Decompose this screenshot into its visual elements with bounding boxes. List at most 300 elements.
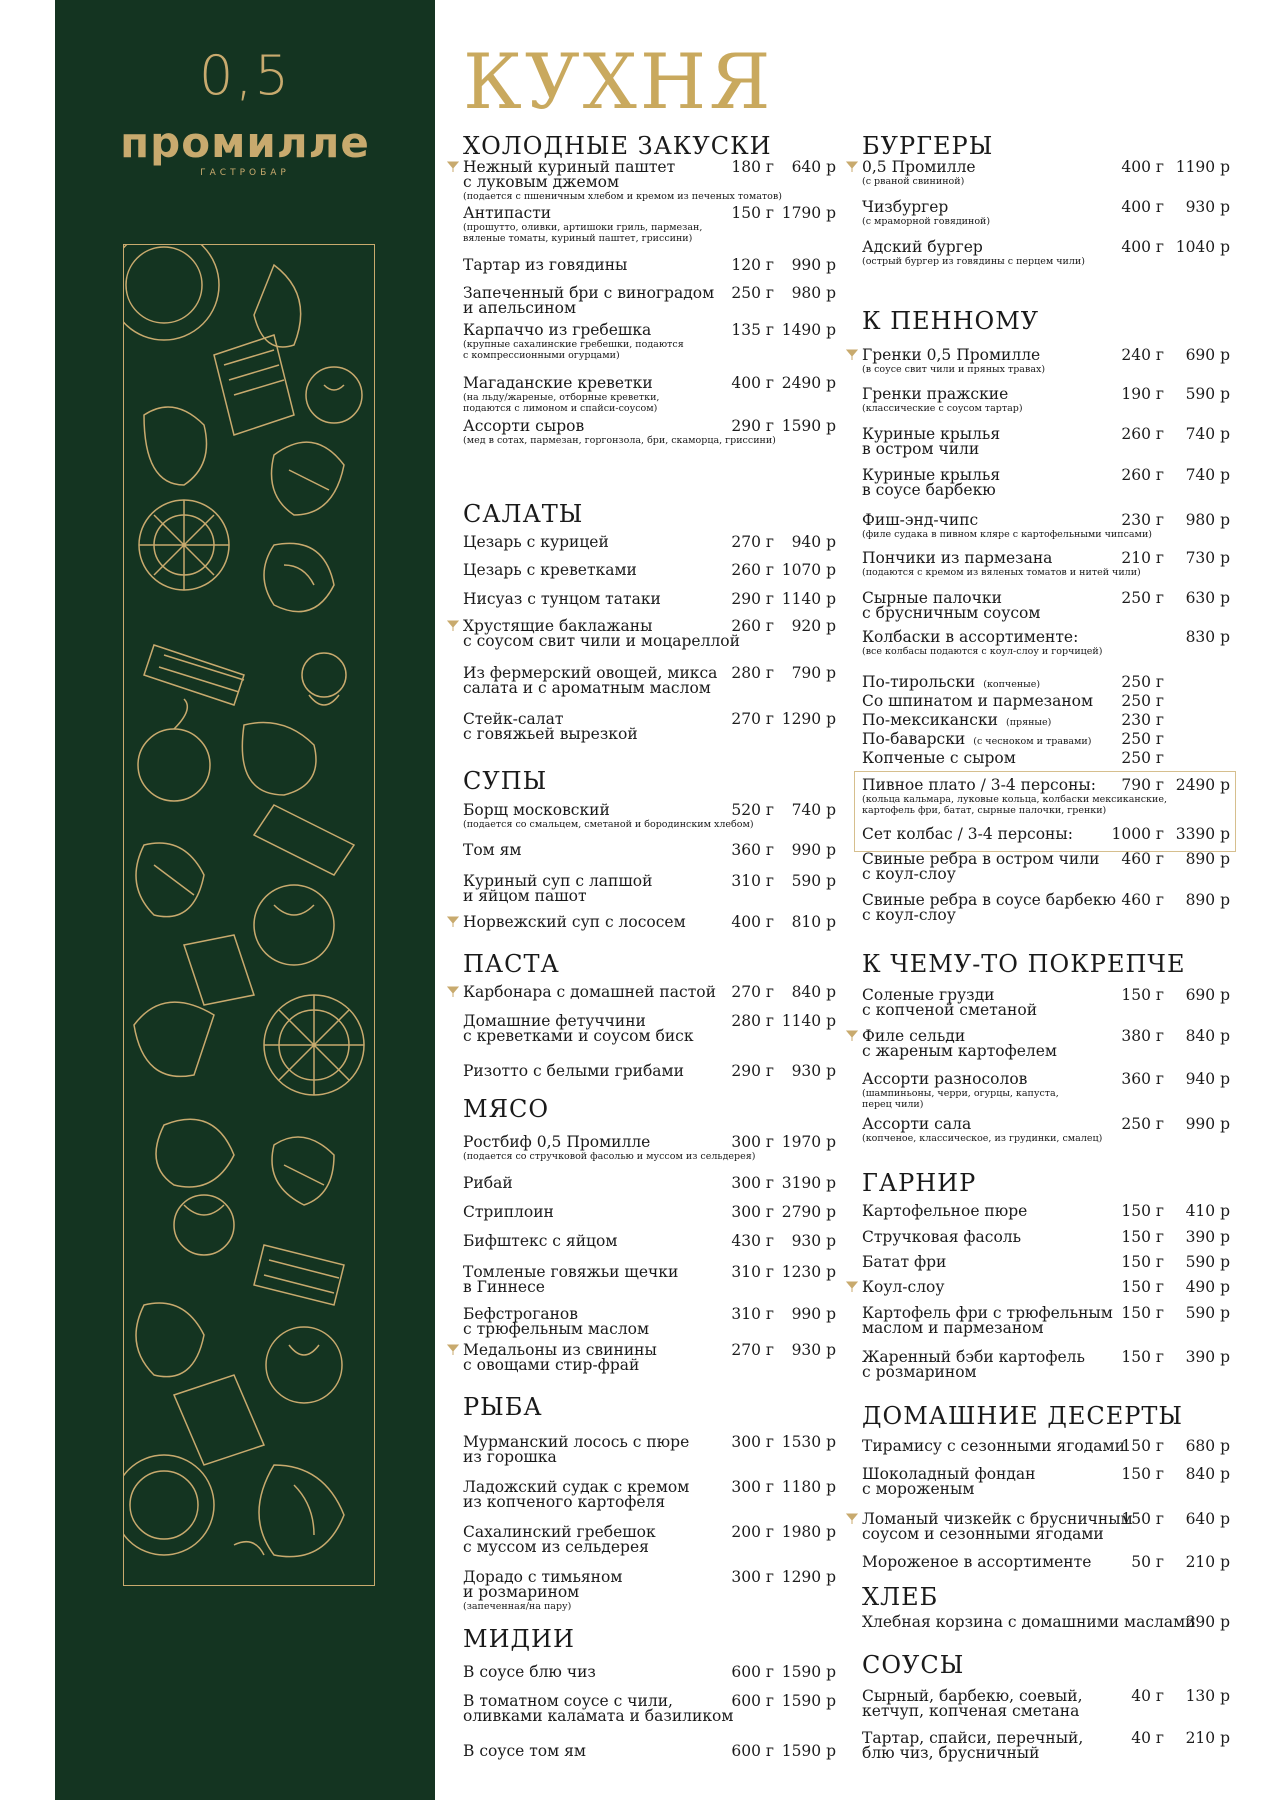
item-name: Пивное плато / 3-4 персоны: — [862, 776, 1096, 794]
item-name: Том ям — [463, 841, 522, 859]
item-name: Тартар из говядины — [463, 256, 628, 274]
item-price: 690 р — [1185, 346, 1230, 364]
item-weight: 310 г — [731, 872, 774, 890]
item-name: Хлебная корзина с домашними маслами — [862, 1613, 1196, 1631]
item-weight: 400 г — [1121, 238, 1164, 256]
item-weight: 150 г — [1121, 1202, 1164, 1220]
item-name: Из фермерский овощей, микса салата и с ароматным маслом — [463, 664, 718, 697]
item-weight: 430 г — [731, 1232, 774, 1250]
menu-item — [463, 1205, 836, 1220]
item-weight: 150 г — [1121, 1437, 1164, 1455]
item-price: 1590 р — [781, 417, 836, 435]
item-name: Чизбургер — [862, 198, 949, 216]
food-illustration — [124, 245, 374, 1585]
menu-item — [862, 513, 1230, 540]
item-price: 590 р — [1185, 1304, 1230, 1322]
item-price: 840 р — [1185, 1465, 1230, 1483]
item-price: 1070 р — [781, 561, 836, 579]
menu-item — [463, 286, 836, 316]
item-price: 740 р — [791, 801, 836, 819]
menu-item — [862, 200, 1230, 227]
section-title: САЛАТЫ — [463, 500, 584, 528]
item-price: 840 р — [1185, 1027, 1230, 1045]
menu-item — [463, 803, 836, 830]
menu-item — [463, 1480, 836, 1510]
item-price: 690 р — [1185, 986, 1230, 1004]
menu-item — [463, 1234, 836, 1249]
item-description: (с рваной свининой) — [862, 176, 965, 187]
item-note: (копченые) — [983, 679, 1041, 690]
menu-item — [862, 1029, 1230, 1059]
menu-item — [463, 535, 836, 550]
food-illustration-panel — [123, 244, 375, 1586]
item-description: (мед в сотах, пармезан, горгонзола, бри, скаморца, гриссини) — [463, 435, 776, 446]
menu-item — [463, 619, 836, 649]
item-name: Со шпинатом и пармезаном — [862, 692, 1094, 710]
item-price: 1980 р — [781, 1523, 836, 1541]
menu-item — [463, 1265, 836, 1295]
item-price: 390 р — [1185, 1613, 1230, 1631]
item-price: 1140 р — [781, 590, 836, 608]
menu-item — [463, 874, 836, 904]
item-name: Мороженое в ассортименте — [862, 1553, 1092, 1571]
item-price: 590 р — [791, 872, 836, 890]
item-name: Сырные палочки с брусничным соусом — [862, 589, 1041, 622]
cocktail-glass-icon — [447, 620, 459, 632]
item-name: Бифштекс с яйцом — [463, 1232, 618, 1250]
item-weight: 135 г — [731, 321, 774, 339]
item-price: 790 р — [791, 664, 836, 682]
item-price: 1180 р — [781, 1478, 836, 1496]
section-title: СОУСЫ — [862, 1651, 965, 1679]
menu-item — [463, 1343, 836, 1373]
item-price: 2490 р — [1175, 776, 1230, 794]
item-price: 730 р — [1185, 549, 1230, 567]
menu-item — [862, 1350, 1230, 1380]
item-name: Свиные ребра в соусе барбекю с коул-слоу — [862, 891, 1116, 924]
item-name: Куриные крылья в остром чили — [862, 425, 1001, 458]
logo-name: промилле — [120, 118, 370, 167]
item-weight: 300 г — [731, 1133, 774, 1151]
item-price: 490 р — [1185, 1278, 1230, 1296]
item-weight: 270 г — [731, 710, 774, 728]
item-weight: 260 г — [731, 561, 774, 579]
item-weight: 250 г — [1121, 749, 1164, 767]
menu-item — [463, 843, 836, 858]
item-description: (с мраморной говядиной) — [862, 216, 991, 227]
item-price: 210 р — [1185, 1553, 1230, 1571]
item-name: Гренки пражские — [862, 385, 1009, 403]
item-weight: 210 г — [1121, 549, 1164, 567]
item-name: Жаренный бэби картофель с розмарином — [862, 1348, 1085, 1381]
item-price: 590 р — [1185, 385, 1230, 403]
item-price: 1230 р — [781, 1263, 836, 1281]
menu-item — [463, 376, 836, 414]
cocktail-glass-icon — [447, 161, 459, 173]
item-name: Рибай — [463, 1174, 513, 1192]
item-weight: 260 г — [1121, 425, 1164, 443]
item-price: 1590 р — [781, 1742, 836, 1760]
item-price: 680 р — [1185, 1437, 1230, 1455]
item-weight: 300 г — [731, 1174, 774, 1192]
item-price: 990 р — [791, 841, 836, 859]
menu-item — [862, 713, 1230, 730]
menu-item — [862, 675, 1230, 692]
menu-item — [463, 258, 836, 273]
item-name: В томатном соусе с чили, оливками каламата и базиликом — [463, 1692, 734, 1725]
item-weight: 360 г — [1121, 1070, 1164, 1088]
item-weight: 250 г — [1121, 673, 1164, 691]
item-weight: 270 г — [731, 533, 774, 551]
menu-item — [463, 1135, 836, 1162]
item-price: 2790 р — [781, 1203, 836, 1221]
item-weight: 240 г — [1121, 346, 1164, 364]
item-weight: 600 г — [731, 1742, 774, 1760]
item-weight: 280 г — [731, 1012, 774, 1030]
item-price: 930 р — [791, 1341, 836, 1359]
item-weight: 300 г — [731, 1478, 774, 1496]
section-title: К ЧЕМУ-ТО ПОКРЕПЧЕ — [862, 950, 1186, 978]
menu-item — [463, 1064, 836, 1079]
menu-item — [862, 240, 1230, 267]
brand-sidebar — [55, 0, 435, 1800]
item-price: 980 р — [1185, 511, 1230, 529]
menu-item — [862, 1512, 1230, 1542]
item-price: 410 р — [1185, 1202, 1230, 1220]
item-weight: 250 г — [1121, 730, 1164, 748]
item-note: (пряные) — [1005, 717, 1052, 728]
item-weight: 260 г — [731, 617, 774, 635]
item-weight: 290 г — [731, 1062, 774, 1080]
item-weight: 270 г — [731, 1341, 774, 1359]
menu-item — [862, 893, 1230, 923]
item-description: (подается со смальцем, сметаной и бородинским хлебом) — [463, 819, 754, 830]
logo-number: 0,5 — [199, 44, 291, 107]
item-name: В соусе том ям — [463, 1742, 586, 1760]
menu-item — [862, 1072, 1230, 1110]
section-title: ХОЛОДНЫЕ ЗАКУСКИ — [463, 132, 772, 160]
menu-item — [862, 694, 1230, 709]
item-name: Картофель фри с трюфельным маслом и пармезаном — [862, 1304, 1113, 1337]
item-name: Нежный куриный паштет с луковым джемом — [463, 158, 676, 191]
item-price: 630 р — [1185, 589, 1230, 607]
item-weight: 150 г — [1121, 1348, 1164, 1366]
item-weight: 120 г — [731, 256, 774, 274]
menu-item — [463, 985, 836, 1000]
item-price: 210 р — [1185, 1729, 1230, 1747]
item-weight: 150 г — [1121, 1228, 1164, 1246]
item-name: В соусе блю чиз — [463, 1663, 596, 1681]
item-name: Нисуаз с тунцом татаки — [463, 590, 661, 608]
item-price: 940 р — [1185, 1070, 1230, 1088]
item-note: (с чесноком и травами) — [973, 736, 1092, 747]
item-price: 830 р — [1185, 628, 1230, 646]
item-weight: 310 г — [731, 1305, 774, 1323]
item-name: Тирамису с сезонными ягодами — [862, 1437, 1125, 1455]
item-name: Карбонара с домашней пастой — [463, 983, 716, 1001]
menu-item — [463, 1014, 836, 1044]
item-name: Соленые грузди с копченой сметаной — [862, 986, 1038, 1019]
item-description: (классические с соусом тартар) — [862, 403, 1023, 414]
item-description: (в соусе свит чили и пряных травах) — [862, 364, 1046, 375]
item-description: (острый бургер из говядины с перцем чили) — [862, 256, 1085, 267]
menu-item — [862, 852, 1230, 882]
menu-item — [463, 563, 836, 578]
menu-item — [463, 419, 836, 446]
item-weight: 150 г — [1121, 1465, 1164, 1483]
item-price: 1190 р — [1175, 158, 1230, 176]
menu-item — [463, 1307, 836, 1337]
item-name: Копченые с сыром — [862, 749, 1016, 767]
item-name: Ассорти сыров — [463, 417, 585, 435]
item-name: Медальоны из свинины с овощами стир-фрай — [463, 1341, 657, 1374]
menu-item — [862, 630, 1230, 657]
item-name: Стейк-салат с говяжьей вырезкой — [463, 710, 638, 743]
menu-item — [862, 1280, 1230, 1295]
item-name: Ассорти сала — [862, 1115, 972, 1133]
item-name: Коул-слоу — [862, 1278, 945, 1296]
menu-item — [463, 206, 836, 244]
item-weight: 250 г — [1121, 692, 1164, 710]
item-weight: 150 г — [1121, 1278, 1164, 1296]
item-weight: 40 г — [1131, 1687, 1164, 1705]
item-weight: 790 г — [1121, 776, 1164, 794]
item-price: 2490 р — [781, 374, 836, 392]
item-weight: 150 г — [1121, 1510, 1164, 1528]
item-weight: 400 г — [731, 374, 774, 392]
item-description: (на льду/жареные, отборные креветки, подаются с лимоном и спайси-соусом) — [463, 392, 660, 414]
item-name: Хрустящие баклажаны с соусом свит чили и моцареллой — [463, 617, 740, 650]
item-name: Картофельное пюре — [862, 1202, 1028, 1220]
item-weight: 250 г — [731, 284, 774, 302]
item-description: (все колбасы подаются с коул-слоу и горчицей) — [862, 646, 1103, 657]
item-price: 990 р — [791, 1305, 836, 1323]
menu-item — [463, 1525, 836, 1555]
cocktail-glass-icon — [447, 1344, 459, 1356]
item-weight: 180 г — [731, 158, 774, 176]
item-price: 1970 р — [781, 1133, 836, 1151]
item-weight: 600 г — [731, 1663, 774, 1681]
item-name: Мурманский лосось с пюре из горошка — [463, 1433, 690, 1466]
item-name: Бефстроганов с трюфельным маслом — [463, 1305, 650, 1338]
menu-item — [862, 1555, 1230, 1570]
menu-item — [463, 666, 836, 696]
item-weight: 600 г — [731, 1692, 774, 1710]
item-name: По-баварски — [862, 730, 966, 748]
item-weight: 400 г — [1121, 158, 1164, 176]
item-weight: 360 г — [731, 841, 774, 859]
item-weight: 250 г — [1121, 1115, 1164, 1133]
item-name: 0,5 Промилле — [862, 158, 976, 176]
menu-item — [862, 348, 1230, 375]
item-price: 390 р — [1185, 1228, 1230, 1246]
item-name: Стручковая фасоль — [862, 1228, 1022, 1246]
menu-item — [862, 1689, 1230, 1719]
item-price: 640 р — [1185, 1510, 1230, 1528]
item-name: Ладожский судак с кремом из копченого картофеля — [463, 1478, 690, 1511]
menu-item — [463, 915, 836, 930]
item-description: (шампиньоны, черри, огурцы, капуста, перец чили) — [862, 1088, 1059, 1110]
item-name-line — [862, 732, 1230, 749]
item-name: Цезарь с креветками — [463, 561, 637, 579]
item-price: 1290 р — [781, 710, 836, 728]
item-price: 1590 р — [781, 1692, 836, 1710]
item-name: По-тирольски — [862, 673, 976, 691]
item-name: Ризотто с белыми грибами — [463, 1062, 684, 1080]
item-name: Цезарь с курицей — [463, 533, 609, 551]
section-title: СУПЫ — [463, 767, 548, 795]
menu-item — [463, 1435, 836, 1465]
item-name: Куриный суп с лапшой и яйцом пашот — [463, 872, 653, 905]
item-price: 1590 р — [781, 1663, 836, 1681]
cocktail-glass-icon — [846, 1030, 858, 1042]
section-title: ПАСТА — [463, 950, 560, 978]
item-weight: 380 г — [1121, 1027, 1164, 1045]
menu-item — [862, 1230, 1230, 1245]
item-price: 840 р — [791, 983, 836, 1001]
item-description: (копченое, классическое, из грудинки, смалец) — [862, 1133, 1103, 1144]
item-name: Филе сельди с жареным картофелем — [862, 1027, 1057, 1060]
item-price: 1790 р — [781, 204, 836, 222]
section-title: ГАРНИР — [862, 1169, 977, 1197]
item-price: 3390 р — [1175, 825, 1230, 843]
item-name: Сырный, барбекю, соевый, кетчуп, копченая сметана — [862, 1687, 1083, 1720]
item-weight: 40 г — [1131, 1729, 1164, 1747]
section-title: МЯСО — [463, 1095, 549, 1123]
item-price: 740 р — [1185, 425, 1230, 443]
menu-item — [862, 988, 1230, 1018]
item-price: 890 р — [1185, 891, 1230, 909]
item-price: 390 р — [1185, 1348, 1230, 1366]
menu-item — [862, 1204, 1230, 1219]
cocktail-glass-icon — [846, 349, 858, 361]
item-price: 640 р — [791, 158, 836, 176]
item-description: (кольца кальмара, луковые кольца, колбаски мексиканские, картофель фри, батат, сырные палочки, гренки) — [862, 794, 1167, 816]
item-weight: 230 г — [1121, 511, 1164, 529]
item-price: 3190 р — [781, 1174, 836, 1192]
item-name: Батат фри — [862, 1253, 947, 1271]
cocktail-glass-icon — [447, 916, 459, 928]
page-title: КУХНЯ — [463, 37, 774, 126]
cocktail-glass-icon — [846, 1281, 858, 1293]
item-name: Пончики из пармезана — [862, 549, 1053, 567]
item-weight: 400 г — [731, 913, 774, 931]
section-title: МИДИИ — [463, 1625, 575, 1653]
menu-item — [463, 160, 836, 202]
section-title: К ПЕННОМУ — [862, 307, 1040, 335]
item-weight: 520 г — [731, 801, 774, 819]
menu-item — [862, 1439, 1230, 1454]
item-name: Ломаный чизкейк с брусничным соусом и сезонными ягодами — [862, 1510, 1133, 1543]
item-price: 890 р — [1185, 850, 1230, 868]
item-description: (прошутто, оливки, артишоки гриль, пармезан, вяленые томаты, куриный паштет, гриссини) — [463, 222, 703, 244]
menu-item — [463, 712, 836, 742]
menu-item — [862, 468, 1230, 498]
menu-item — [463, 323, 836, 361]
item-name: Магаданские креветки — [463, 374, 653, 392]
section-title: БУРГЕРЫ — [862, 132, 994, 160]
item-name: Карпаччо из гребешка — [463, 321, 652, 339]
highlight-box — [854, 771, 1236, 852]
item-weight: 310 г — [731, 1263, 774, 1281]
section-title: ДОМАШНИЕ ДЕСЕРТЫ — [862, 1402, 1184, 1430]
item-name: Запеченный бри с виноградом и апельсином — [463, 284, 715, 317]
item-name-line — [862, 675, 1230, 692]
item-name: Домашние фетуччини с креветками и соусом биск — [463, 1012, 694, 1045]
item-name: Ассорти разносолов — [862, 1070, 1028, 1088]
item-name: Борщ московский — [463, 801, 610, 819]
logo-tagline: ГАСТРОБАР — [200, 168, 290, 178]
cocktail-glass-icon — [447, 986, 459, 998]
item-weight: 290 г — [731, 590, 774, 608]
item-price: 740 р — [1185, 466, 1230, 484]
item-weight: 150 г — [1121, 1253, 1164, 1271]
item-name: Тартар, спайси, перечный, блю чиз, брусничный — [862, 1729, 1084, 1762]
menu-item — [862, 387, 1230, 414]
item-price: 980 р — [791, 284, 836, 302]
item-weight: 280 г — [731, 664, 774, 682]
item-name: Шоколадный фондан с мороженым — [862, 1465, 1036, 1498]
item-description: (филе судака в пивном кляре с картофельными чипсами) — [862, 529, 1152, 540]
cocktail-glass-icon — [846, 161, 858, 173]
item-description: (подаются с кремом из вяленых томатов и нитей чили) — [862, 567, 1141, 578]
menu-item — [862, 732, 1230, 749]
menu-item — [862, 551, 1230, 578]
item-price: 940 р — [791, 533, 836, 551]
item-price: 1530 р — [781, 1433, 836, 1451]
item-name: Адский бургер — [862, 238, 983, 256]
item-weight: 290 г — [731, 417, 774, 435]
item-name: Сет колбас / 3-4 персоны: — [862, 825, 1073, 843]
item-name: Дорадо с тимьяном и розмарином — [463, 1568, 623, 1601]
menu-item — [862, 591, 1230, 621]
item-price: 990 р — [1185, 1115, 1230, 1133]
item-name: Антипасти — [463, 204, 552, 222]
menu-item — [463, 1744, 836, 1759]
item-weight: 50 г — [1131, 1553, 1164, 1571]
item-price: 1040 р — [1175, 238, 1230, 256]
item-name: Стриплоин — [463, 1203, 554, 1221]
item-price: 810 р — [791, 913, 836, 931]
item-weight: 460 г — [1121, 850, 1164, 868]
item-price: 1140 р — [781, 1012, 836, 1030]
menu-item — [862, 1731, 1230, 1761]
item-weight: 300 г — [731, 1568, 774, 1586]
item-price: 990 р — [791, 256, 836, 274]
menu-item — [862, 427, 1230, 457]
item-weight: 300 г — [731, 1433, 774, 1451]
item-price: 1290 р — [781, 1568, 836, 1586]
item-weight: 200 г — [731, 1523, 774, 1541]
item-description: (подается со стручковой фасолью и муссом из сельдерея) — [463, 1151, 756, 1162]
item-weight: 250 г — [1121, 589, 1164, 607]
item-weight: 150 г — [1121, 986, 1164, 1004]
item-name-line — [862, 713, 1230, 730]
item-name: Фиш-энд-чипс — [862, 511, 979, 529]
item-price: 590 р — [1185, 1253, 1230, 1271]
menu-item — [463, 1694, 836, 1724]
item-description: (запеченная/на пару) — [463, 1601, 572, 1612]
item-name: Гренки 0,5 Промилле — [862, 346, 1041, 364]
item-price: 930 р — [1185, 198, 1230, 216]
item-weight: 270 г — [731, 983, 774, 1001]
menu-item — [862, 1615, 1230, 1630]
item-weight: 150 г — [1121, 1304, 1164, 1322]
item-name: Ростбиф 0,5 Промилле — [463, 1133, 651, 1151]
section-title: РЫБА — [463, 1393, 543, 1421]
menu-item — [463, 1570, 836, 1612]
item-weight: 230 г — [1121, 711, 1164, 729]
